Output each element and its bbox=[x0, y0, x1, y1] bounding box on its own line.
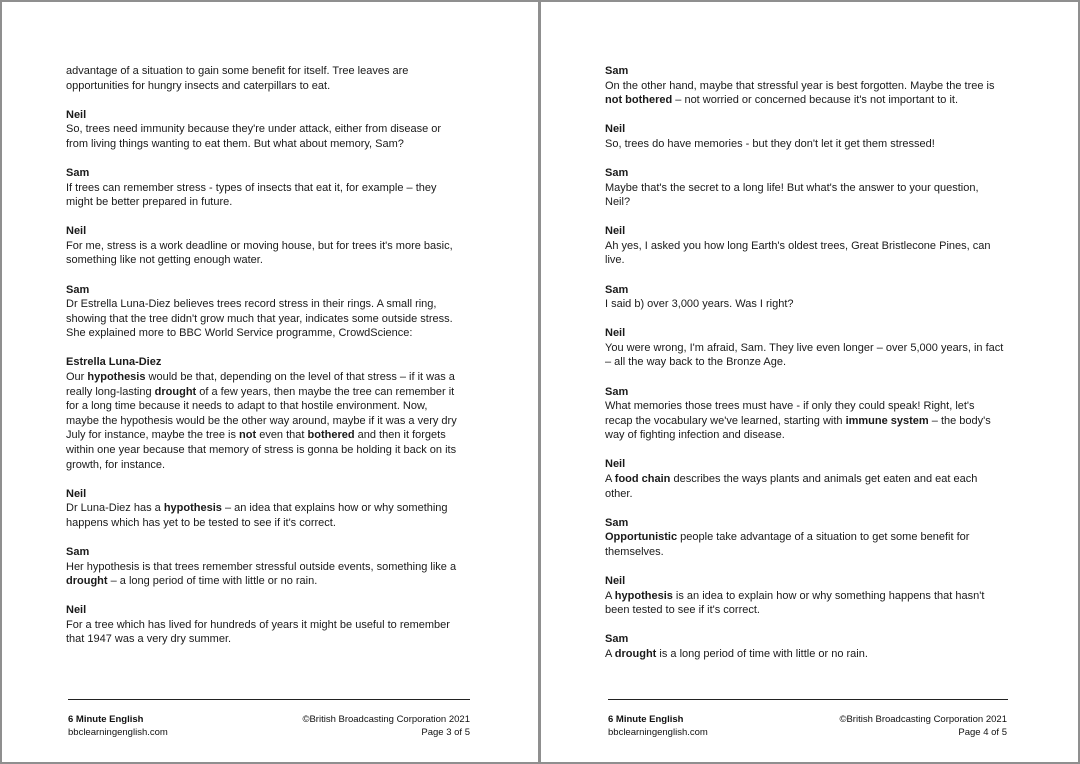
dialogue-line: showing that the tree didn't grow much that year, indicates some outside stress. bbox=[66, 312, 453, 325]
speaker-name: Neil bbox=[605, 225, 626, 238]
footer-rule bbox=[68, 699, 470, 700]
page-3-content bbox=[66, 64, 474, 662]
dialogue-line: A drought is a long period of time with little or no rain. bbox=[605, 647, 868, 660]
dialogue-line: July for instance, maybe the tree is not even that bothered and then it forgets bbox=[66, 429, 446, 442]
footer-copyright: ©British Broadcasting Corporation 2021 bbox=[839, 714, 1007, 725]
dialogue-block bbox=[66, 603, 474, 647]
dialogue-line: Opportunistic people take advantage of a situation to get some benefit for bbox=[605, 531, 970, 544]
dialogue-line: opportunities for hungry insects and caterpillars to eat. bbox=[66, 79, 331, 92]
dialogue-block bbox=[605, 122, 1015, 151]
dialogue-line: Maybe that's the secret to a long life! But what's the answer to your question, bbox=[605, 181, 979, 194]
footer-site: bbclearningenglish.com bbox=[68, 726, 168, 738]
dialogue-block bbox=[66, 545, 474, 589]
dialogue-block bbox=[605, 516, 1015, 560]
dialogue-block bbox=[66, 355, 474, 472]
dialogue-line: maybe the hypothesis would be the other way around, maybe if it was a very dry bbox=[66, 414, 457, 427]
speaker-name: Sam bbox=[605, 65, 629, 77]
dialogue-line: On the other hand, maybe that stressful year is best forgotten. Maybe the tree is bbox=[605, 79, 995, 92]
dialogue-line: For me, stress is a work deadline or moving house, but for trees it's more basic, bbox=[66, 239, 453, 252]
dialogue-line: Her hypothesis is that trees remember stressful outside events, something like a bbox=[66, 560, 457, 573]
speaker-name: Neil bbox=[605, 123, 626, 136]
dialogue-line: happens which has yet to be tested to see if it's correct. bbox=[66, 516, 336, 529]
dialogue-line: So, trees need immunity because they're under attack, either from disease or bbox=[66, 123, 442, 136]
dialogue-line: What memories those trees must have - if only they could speak! Right, let's bbox=[605, 400, 975, 413]
speaker-name: Sam bbox=[66, 283, 90, 296]
dialogue-block bbox=[605, 64, 1015, 108]
dialogue-block bbox=[605, 326, 1015, 370]
dialogue-line: Dr Luna-Diez has a hypothesis – an idea that explains how or why something bbox=[66, 502, 448, 515]
speaker-name: Neil bbox=[66, 604, 87, 617]
dialogue-line: A hypothesis is an idea to explain how or why something happens that hasn't bbox=[605, 589, 985, 602]
page-4-content bbox=[605, 64, 1015, 676]
dialogue-line: growth, for instance. bbox=[66, 458, 166, 471]
dialogue-line: A food chain describes the ways plants and animals get eaten and eat each bbox=[605, 472, 978, 485]
page-3 bbox=[2, 2, 538, 762]
dialogue-block bbox=[605, 574, 1015, 618]
dialogue-line: Dr Estrella Luna-Diez believes trees record stress in their rings. A small ring, bbox=[66, 298, 437, 311]
dialogue-line: way of fighting infection and disease. bbox=[605, 429, 785, 442]
dialogue-line: I said b) over 3,000 years. Was I right? bbox=[605, 298, 794, 311]
dialogue-line: live. bbox=[605, 254, 625, 267]
footer-left bbox=[68, 714, 168, 739]
dialogue-line: something like not getting enough water. bbox=[66, 254, 263, 267]
footer-rule bbox=[608, 699, 1008, 700]
footer-page-number: Page 4 of 5 bbox=[958, 726, 1007, 738]
speaker-name: Sam bbox=[605, 166, 629, 179]
dialogue-block bbox=[605, 283, 1015, 312]
speaker-name: Sam bbox=[605, 633, 629, 646]
dialogue-line: For a tree which has lived for hundreds of years it might be useful to remember bbox=[66, 618, 450, 631]
footer-program-title: 6 Minute English bbox=[608, 714, 684, 725]
speaker-name: Neil bbox=[66, 225, 87, 238]
dialogue-line: not bothered – not worried or concerned because it's not important to it. bbox=[605, 94, 959, 107]
footer-site: bbclearningenglish.com bbox=[608, 726, 708, 738]
dialogue-line: been tested to see if it's correct. bbox=[605, 604, 760, 617]
dialogue-block bbox=[66, 108, 474, 152]
dialogue-line: might be better prepared in future. bbox=[66, 196, 233, 209]
dialogue-line: Neil? bbox=[605, 196, 631, 209]
speaker-name: Neil bbox=[605, 574, 626, 587]
footer-left bbox=[608, 714, 708, 739]
dialogue-line: from living things wanting to eat them. But what about memory, Sam? bbox=[66, 137, 404, 150]
page-4 bbox=[541, 2, 1078, 762]
speaker-name: Sam bbox=[605, 516, 629, 529]
dialogue-block bbox=[66, 283, 474, 341]
dialogue-block bbox=[66, 224, 474, 268]
dialogue-line: themselves. bbox=[605, 545, 664, 558]
dialogue-line: If trees can remember stress - types of insects that eat it, for example – they bbox=[66, 181, 437, 194]
frame-border bbox=[0, 0, 1080, 2]
speaker-name: Sam bbox=[66, 166, 90, 179]
footer-page-number: Page 3 of 5 bbox=[421, 726, 470, 738]
speaker-name: Sam bbox=[66, 545, 90, 558]
dialogue-line: recap the vocabulary we've learned, starting with immune system – the body's bbox=[605, 414, 991, 427]
dialogue-line: She explained more to BBC World Service programme, CrowdScience: bbox=[66, 327, 413, 340]
speaker-name: Neil bbox=[605, 327, 626, 340]
dialogue-line: really long-lasting drought of a few years, then maybe the tree can remember it bbox=[66, 385, 455, 398]
dialogue-line: drought – a long period of time with little or no rain. bbox=[66, 575, 318, 588]
dialogue-block bbox=[605, 385, 1015, 443]
dialogue-block bbox=[66, 166, 474, 210]
speaker-name: Sam bbox=[605, 385, 629, 398]
dialogue-line: So, trees do have memories - but they don't let it get them stressed! bbox=[605, 137, 935, 150]
dialogue-line: advantage of a situation to gain some benefit for itself. Tree leaves are bbox=[66, 65, 409, 77]
dialogue-line: within one year because that memory of stress is gonna be holding it back on its bbox=[66, 443, 457, 456]
dialogue-line: that 1947 was a very dry summer. bbox=[66, 633, 232, 646]
dialogue-block bbox=[66, 487, 474, 531]
footer-program-title: 6 Minute English bbox=[68, 714, 144, 725]
speaker-name: Neil bbox=[66, 487, 87, 500]
footer-right bbox=[807, 714, 1007, 739]
dialogue-line: Our hypothesis would be that, depending on the level of that stress – if it was a bbox=[66, 371, 455, 383]
dialogue-block bbox=[605, 224, 1015, 268]
speaker-name: Sam bbox=[605, 283, 629, 296]
footer-right bbox=[270, 714, 470, 739]
footer-copyright: ©British Broadcasting Corporation 2021 bbox=[302, 714, 470, 725]
dialogue-block bbox=[605, 457, 1015, 501]
dialogue-continuation bbox=[66, 64, 474, 93]
dialogue-line: other. bbox=[605, 487, 633, 500]
speaker-name: Neil bbox=[605, 458, 626, 471]
dialogue-line: for a long time because it needs to adapt to that hostile environment. Now, bbox=[66, 400, 428, 413]
speaker-name: Neil bbox=[66, 108, 87, 121]
speaker-name: Estrella Luna-Diez bbox=[66, 356, 162, 369]
dialogue-line: – all the way back to the Bronze Age. bbox=[605, 356, 787, 369]
dialogue-block bbox=[605, 632, 1015, 661]
dialogue-line: You were wrong, I'm afraid, Sam. They live even longer – over 5,000 years, in fact bbox=[605, 341, 1004, 354]
dialogue-block bbox=[605, 166, 1015, 210]
frame-border bbox=[0, 0, 2, 764]
page-divider bbox=[538, 0, 541, 764]
dialogue-line: Ah yes, I asked you how long Earth's oldest trees, Great Bristlecone Pines, can bbox=[605, 239, 991, 252]
